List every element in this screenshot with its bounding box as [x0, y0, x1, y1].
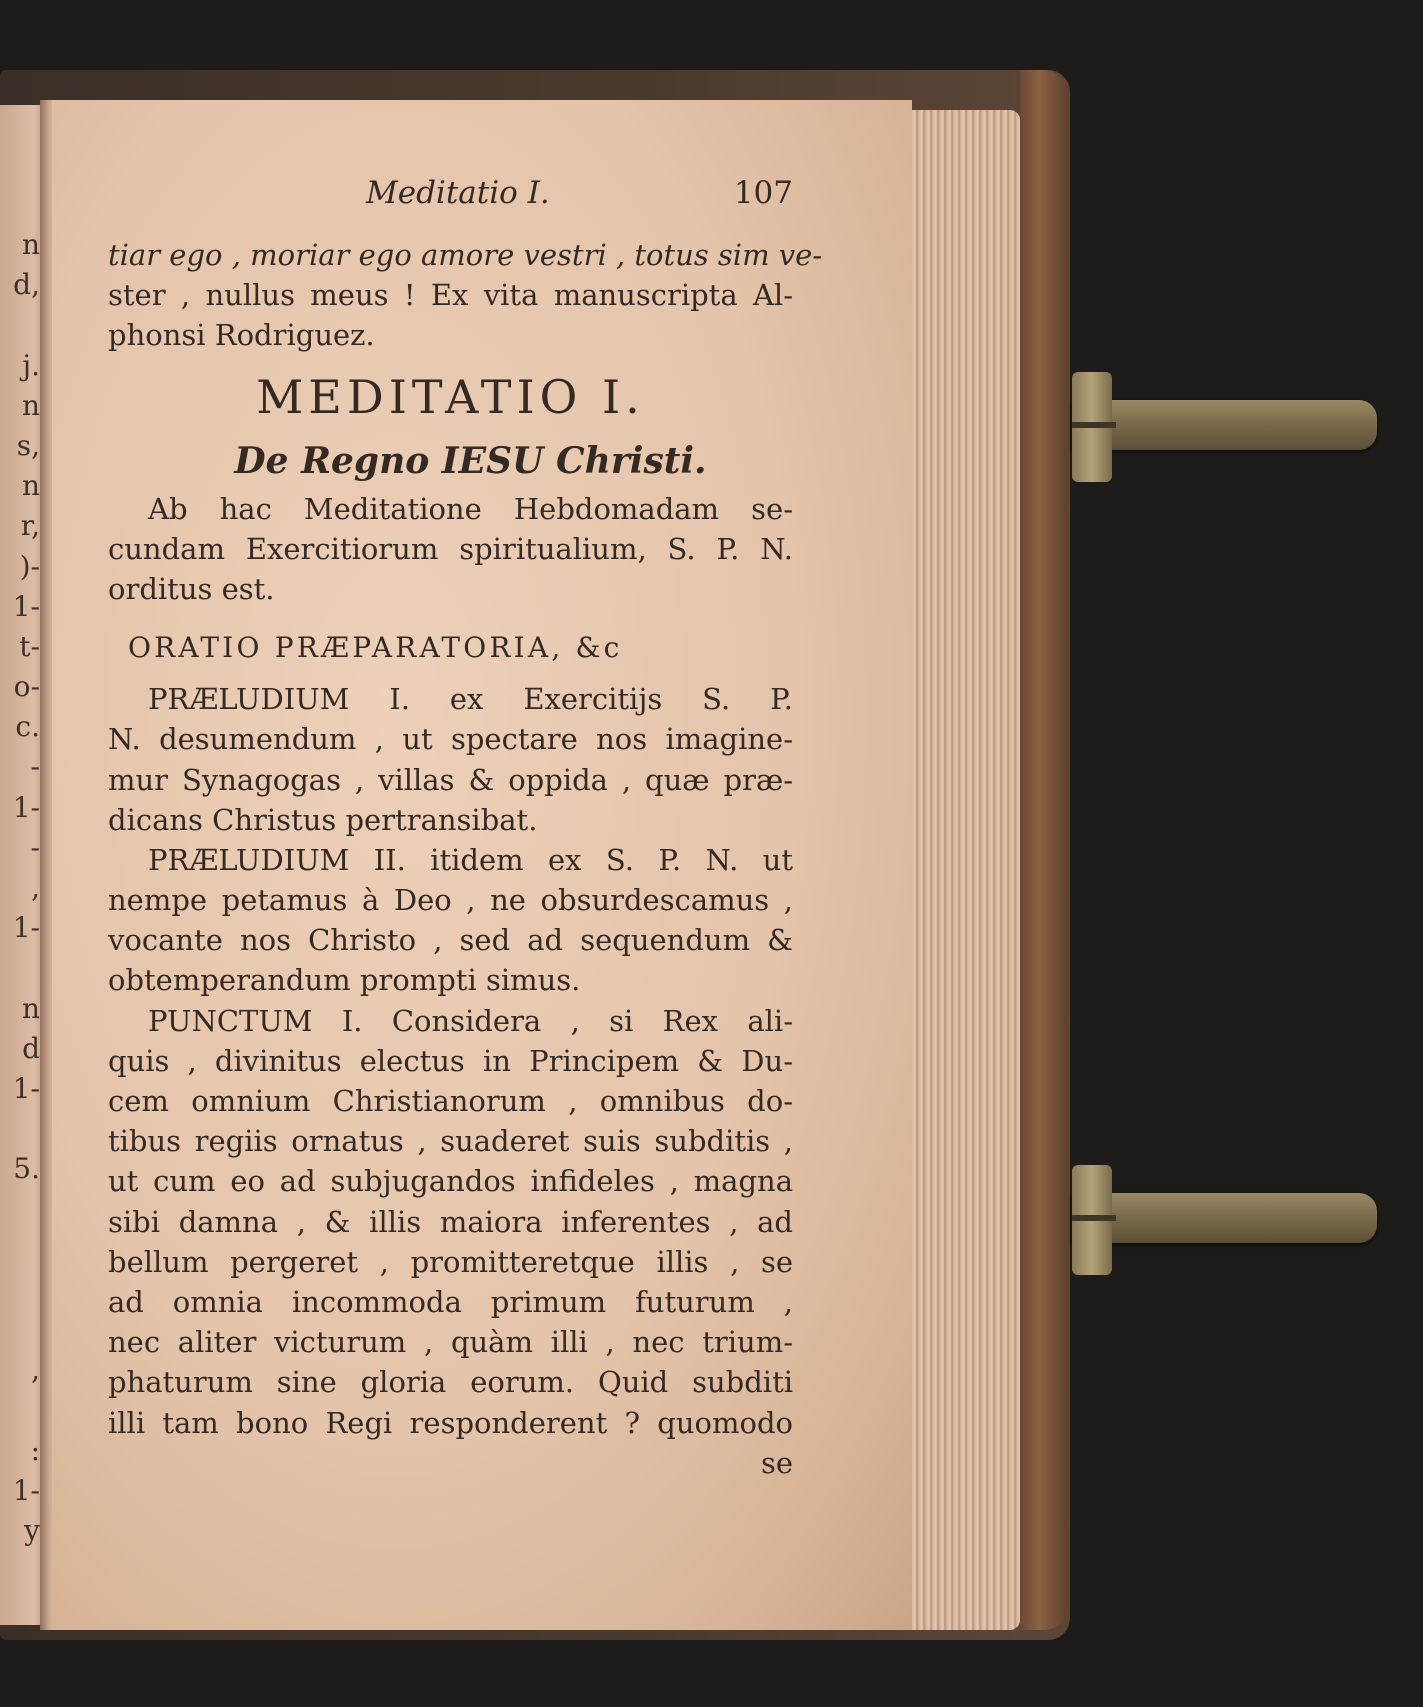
- page-body: [108, 235, 823, 1483]
- text-line: Ab hac Meditatione Hebdomadam se-: [148, 491, 793, 526]
- left-page-fragment: n: [21, 469, 40, 503]
- left-page-fragment: 1-: [12, 589, 40, 623]
- left-page-fragment: :: [30, 1433, 40, 1467]
- text-line: cundam Exercitiorum spiritualium, S. P. N.: [108, 531, 793, 566]
- page-number: 107: [733, 175, 793, 211]
- text-line: cem omnium Christianorum , omnibus do-: [108, 1084, 793, 1118]
- text-line: nec aliter victurum , quàm illi , nec trium-: [108, 1325, 793, 1360]
- left-page-fragment: [0, 1190, 40, 1230]
- text-line: ad omnia incommoda primum futurum ,: [108, 1284, 793, 1319]
- left-page-fragment: y: [24, 1514, 40, 1547]
- text-line: illi tam bono Regi responderent ? quomodo: [108, 1405, 793, 1440]
- left-page-fragment: [0, 948, 40, 988]
- left-page-fragment: [0, 1230, 40, 1270]
- text-line: quis , divinitus electus in Principem & Du-: [108, 1043, 793, 1078]
- left-page-fragment: [0, 1310, 40, 1350]
- text-line: ut cum eo ad subjugandos infideles , magna: [108, 1164, 793, 1199]
- left-page-fragment: t-: [19, 629, 40, 663]
- text-line: PRÆLUDIUM I. ex Exercitijs S. P.: [148, 682, 793, 717]
- text-line: phaturum sine gloria eorum. Quid subditi: [108, 1365, 793, 1400]
- left-page-fragment: [0, 305, 40, 345]
- left-page-fragment: -: [30, 830, 40, 864]
- catchword: se: [760, 1445, 793, 1480]
- left-page-fragment: ,: [31, 1353, 40, 1387]
- left-page-fragment: n: [21, 388, 40, 422]
- clasp-pin: [1072, 422, 1116, 428]
- text-line: tiar ego , moriar ego amore vestri , totus sim ve-: [108, 238, 823, 272]
- left-page-fragment: 1-: [12, 790, 40, 824]
- left-page-fragment: -: [30, 750, 40, 784]
- left-page-fragment: [0, 1270, 40, 1310]
- clasp-bar: [1072, 400, 1377, 450]
- left-page-fragment: [0, 1109, 40, 1149]
- left-page-fragments: [0, 225, 40, 1551]
- oratio-heading: ORATIO PRÆPARATORIA, &c: [128, 631, 623, 665]
- text-line: phonsi Rodriguez.: [108, 318, 375, 353]
- text-line: N. desumendum , ut spectare nos imagine-: [108, 722, 793, 757]
- left-page-fragment: d,: [13, 268, 40, 302]
- left-page-fragment: n: [21, 991, 40, 1025]
- left-page-fragment: s,: [16, 428, 40, 462]
- text-line: bellum pergeret , promitteretque illis , se: [108, 1244, 793, 1279]
- left-page-fragment: 1-: [12, 1071, 40, 1105]
- text-line: tibus regiis ornatus , suaderet suis subditis ,: [108, 1124, 793, 1159]
- meditation-heading: MEDITATIO I.: [256, 369, 645, 424]
- left-page-fragment: r,: [20, 509, 40, 543]
- left-page-fragment: n: [21, 228, 40, 261]
- text-line: orditus est.: [108, 571, 275, 606]
- left-page-fragment: 1-: [12, 1473, 40, 1507]
- page-edges: [905, 110, 1020, 1630]
- left-page-fragment: c.: [15, 710, 40, 744]
- clasp-pin: [1072, 1215, 1116, 1221]
- left-page-fragment: 5.: [13, 1152, 40, 1186]
- text-line: PRÆLUDIUM II. itidem ex S. P. N. ut: [148, 842, 793, 877]
- text-line: nempe petamus à Deo , ne obsurdescamus ,: [108, 883, 793, 918]
- text-line: mur Synagogas , villas & oppida , quæ præ-: [108, 762, 793, 797]
- text-line: sibi damna , & illis maiora inferentes , ad: [108, 1204, 793, 1239]
- running-head: Meditatio I.: [366, 175, 550, 211]
- left-page-fragment: 1-: [12, 911, 40, 945]
- text-line: vocante nos Christo , sed ad sequendum &: [108, 923, 793, 958]
- text-line: ster , nullus meus ! Ex vita manuscripta Al-: [108, 278, 793, 313]
- text-line: PUNCTUM I. Considera , si Rex ali-: [148, 1003, 793, 1038]
- left-page-fragment: o-: [13, 670, 40, 704]
- text-line: obtemperandum prompti simus.: [108, 963, 581, 998]
- meditation-subheading: De Regno IESU Christi.: [234, 439, 707, 482]
- book-fore-edge-binding: [1020, 70, 1068, 1630]
- left-page-fragment: j.: [22, 348, 40, 382]
- left-page-fragment: ,: [31, 871, 40, 904]
- text-line: dicans Christus pertransibat.: [108, 802, 538, 837]
- left-page-fragment: d: [22, 1031, 40, 1065]
- left-page-fragment: [0, 1390, 40, 1430]
- left-page-fragment: )-: [19, 549, 40, 583]
- clasp-bar: [1072, 1193, 1377, 1243]
